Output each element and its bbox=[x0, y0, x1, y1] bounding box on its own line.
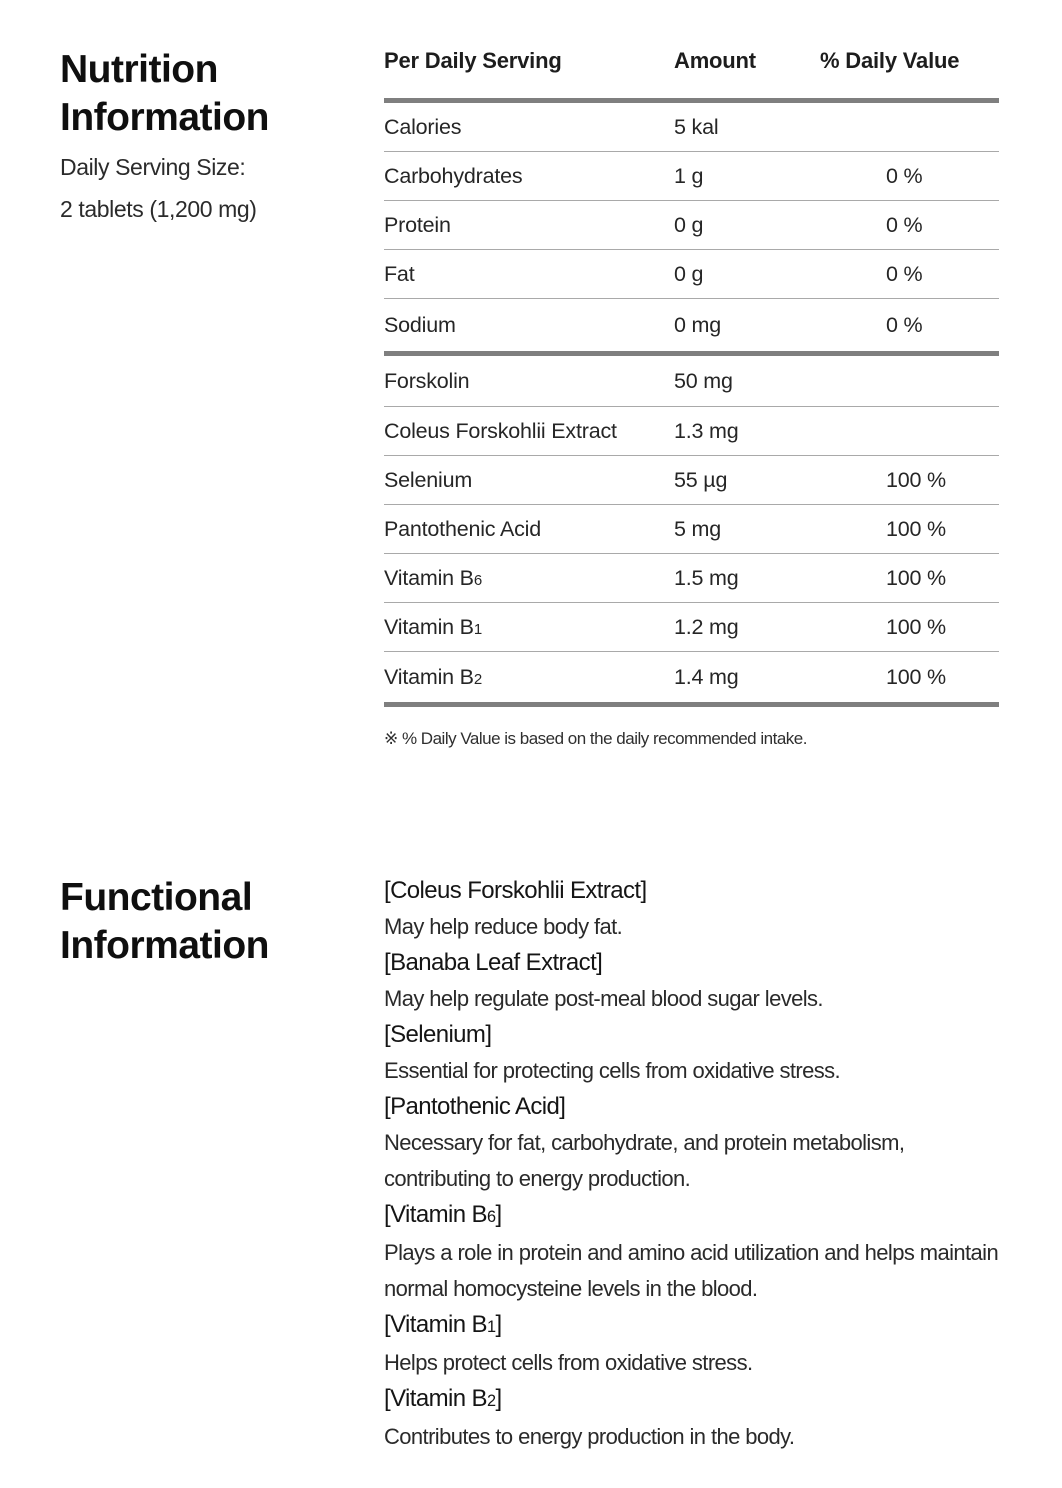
function-heading-close: ] bbox=[495, 1201, 502, 1228]
table-row bbox=[384, 603, 999, 652]
table-row bbox=[384, 554, 999, 603]
table-row bbox=[384, 354, 999, 407]
nutrient-name: Calories bbox=[384, 101, 674, 152]
table-row bbox=[384, 250, 999, 299]
function-heading: [Coleus Forskohlii Extract] bbox=[384, 877, 647, 904]
nutrient-daily-value: 100 % bbox=[820, 652, 999, 705]
nutrient-name-subscript: 6 bbox=[473, 571, 482, 589]
nutrient-daily-value bbox=[820, 101, 999, 152]
nutrient-name bbox=[384, 554, 674, 603]
nutrient-amount: 5 kal bbox=[674, 101, 820, 152]
nutrient-daily-value: 100 % bbox=[820, 456, 999, 505]
function-heading: [Pantothenic Acid] bbox=[384, 1093, 566, 1120]
function-heading-text: [Vitamin B bbox=[384, 1201, 487, 1228]
nutrition-title-line2: Information bbox=[60, 96, 269, 139]
nutrition-table bbox=[384, 30, 999, 707]
nutrient-amount: 1.3 mg bbox=[674, 407, 820, 456]
nutrient-name-text: Vitamin B bbox=[384, 664, 474, 689]
table-row bbox=[384, 152, 999, 201]
nutrient-name-subscript: 1 bbox=[473, 620, 482, 638]
function-heading bbox=[384, 1197, 1004, 1235]
function-heading: [Banaba Leaf Extract] bbox=[384, 949, 603, 976]
nutrition-heading-block bbox=[60, 46, 360, 230]
function-heading-text: [Vitamin B bbox=[384, 1311, 487, 1338]
nutrient-amount: 0 g bbox=[674, 250, 820, 299]
nutrient-amount: 1.5 mg bbox=[674, 554, 820, 603]
function-heading: [Selenium] bbox=[384, 1021, 492, 1048]
nutrient-daily-value: 0 % bbox=[820, 152, 999, 201]
function-heading-text: [Vitamin B bbox=[384, 1385, 487, 1412]
nutrient-name: Protein bbox=[384, 201, 674, 250]
function-heading-subscript: 1 bbox=[486, 1318, 496, 1336]
table-row bbox=[384, 201, 999, 250]
table-row bbox=[384, 101, 999, 152]
function-description: May help regulate post-meal blood sugar levels. bbox=[384, 986, 823, 1011]
nutrient-amount: 55 µg bbox=[674, 456, 820, 505]
table-row bbox=[384, 456, 999, 505]
nutrient-name-text: Vitamin B bbox=[384, 614, 474, 639]
nutrient-daily-value: 0 % bbox=[820, 250, 999, 299]
list-item bbox=[384, 1089, 1004, 1197]
serving-size bbox=[60, 146, 360, 230]
nutrition-table-wrap bbox=[384, 30, 999, 749]
nutrient-amount: 50 mg bbox=[674, 354, 820, 407]
list-item bbox=[384, 945, 1004, 1017]
nutrient-name: Coleus Forskohlii Extract bbox=[384, 407, 674, 456]
list-item bbox=[384, 1307, 1004, 1381]
function-description: Helps protect cells from oxidative stress. bbox=[384, 1350, 753, 1375]
function-description: Plays a role in protein and amino acid utilization and helps maintain normal homocysteine levels in the blood. bbox=[384, 1240, 999, 1301]
header-daily-value: % Daily Value bbox=[820, 30, 999, 101]
nutrient-daily-value: 100 % bbox=[820, 505, 999, 554]
nutrient-amount: 5 mg bbox=[674, 505, 820, 554]
nutrient-name bbox=[384, 652, 674, 705]
functional-title bbox=[60, 874, 360, 970]
table-row bbox=[384, 505, 999, 554]
nutrient-name-text: Vitamin B bbox=[384, 565, 474, 590]
nutrient-amount: 0 g bbox=[674, 201, 820, 250]
function-description: Contributes to energy production in the body. bbox=[384, 1424, 795, 1449]
function-heading-subscript: 6 bbox=[486, 1208, 496, 1226]
table-header-row bbox=[384, 30, 999, 101]
nutrient-daily-value bbox=[820, 407, 999, 456]
nutrient-daily-value: 100 % bbox=[820, 603, 999, 652]
header-amount: Amount bbox=[674, 30, 820, 101]
nutrient-name: Carbohydrates bbox=[384, 152, 674, 201]
serving-size-value: 2 tablets (1,200 mg) bbox=[60, 196, 257, 222]
table-row bbox=[384, 652, 999, 705]
daily-value-note: ※ % Daily Value is based on the daily recommended intake. bbox=[384, 729, 807, 748]
list-item bbox=[384, 1017, 1004, 1089]
nutrient-name: Sodium bbox=[384, 299, 674, 354]
functional-title-line1: Functional bbox=[60, 876, 253, 919]
functional-list bbox=[384, 873, 1004, 1455]
list-item bbox=[384, 873, 1004, 945]
nutrient-name bbox=[384, 603, 674, 652]
list-item bbox=[384, 1197, 1004, 1307]
nutrient-daily-value bbox=[820, 354, 999, 407]
nutrient-name: Fat bbox=[384, 250, 674, 299]
nutrient-daily-value: 100 % bbox=[820, 554, 999, 603]
nutrient-amount: 1.4 mg bbox=[674, 652, 820, 705]
nutrient-daily-value: 0 % bbox=[820, 299, 999, 354]
function-heading-subscript: 2 bbox=[486, 1392, 496, 1410]
function-heading bbox=[384, 1307, 1004, 1345]
function-heading-close: ] bbox=[495, 1385, 502, 1412]
nutrient-daily-value: 0 % bbox=[820, 201, 999, 250]
table-row bbox=[384, 299, 999, 354]
nutrient-amount: 1.2 mg bbox=[674, 603, 820, 652]
list-item bbox=[384, 1381, 1004, 1455]
nutrient-name-subscript: 2 bbox=[473, 670, 482, 688]
function-heading bbox=[384, 1381, 1004, 1419]
functional-title-line2: Information bbox=[60, 924, 269, 967]
nutrition-title-line1: Nutrition bbox=[60, 48, 218, 91]
nutrient-name: Pantothenic Acid bbox=[384, 505, 674, 554]
function-heading-close: ] bbox=[495, 1311, 502, 1338]
header-per-daily-serving: Per Daily Serving bbox=[384, 30, 674, 101]
nutrient-name: Forskolin bbox=[384, 354, 674, 407]
function-description: May help reduce body fat. bbox=[384, 914, 623, 939]
function-description: Essential for protecting cells from oxidative stress. bbox=[384, 1058, 841, 1083]
table-row bbox=[384, 407, 999, 456]
nutrient-name: Selenium bbox=[384, 456, 674, 505]
nutrition-title bbox=[60, 46, 360, 142]
nutrient-amount: 0 mg bbox=[674, 299, 820, 354]
nutrient-amount: 1 g bbox=[674, 152, 820, 201]
serving-size-label: Daily Serving Size: bbox=[60, 154, 246, 180]
functional-heading-block bbox=[60, 874, 360, 970]
function-description: Necessary for fat, carbohydrate, and protein metabolism, contributing to energy production. bbox=[384, 1130, 905, 1191]
